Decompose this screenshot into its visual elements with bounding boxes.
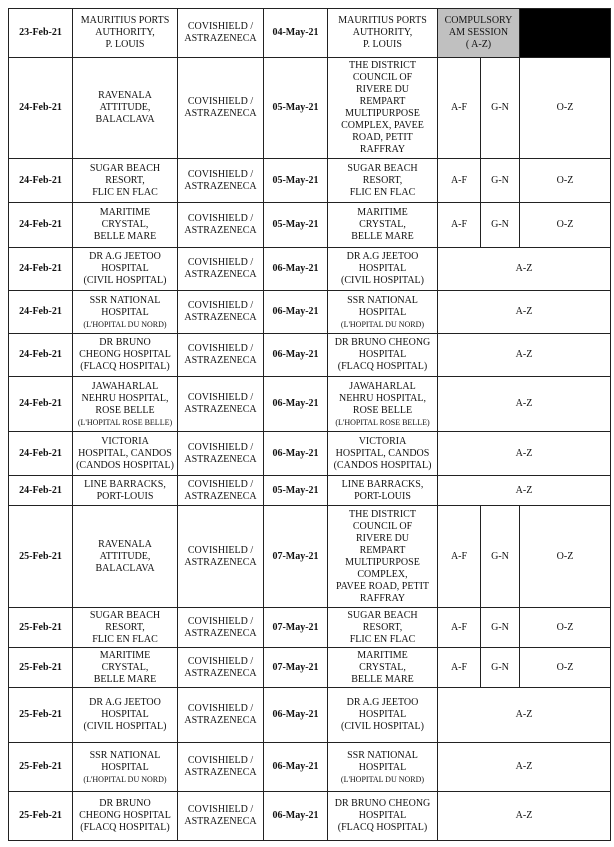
second-dose-date-cell — [264, 432, 328, 476]
first-dose-site-cell — [73, 648, 178, 688]
second-dose-venue-cell — [328, 476, 438, 506]
first-dose-date-cell-text: 24-Feb-21 — [19, 174, 62, 186]
surname-group-cell — [438, 203, 481, 248]
vaccine-cell-text: COVISHIELD / ASTRAZENECA — [184, 703, 257, 726]
first-dose-site-cell-text: RAVENALA ATTITUDE, BALACLAVA — [95, 538, 155, 574]
second-dose-venue-cell-text: SUGAR BEACH RESORT, FLIC EN FLAC — [347, 609, 418, 645]
second-dose-venue-cell-text: LINE BARRACKS, PORT-LOUIS — [341, 478, 424, 502]
first-dose-date-cell-text: 24-Feb-21 — [19, 398, 62, 409]
first-dose-site-cell-text: SSR NATIONAL HOSPITAL — [89, 294, 161, 318]
surname-group-cell — [520, 159, 611, 203]
second-dose-date-cell — [264, 648, 328, 688]
table-row — [9, 743, 611, 792]
second-dose-venue-cell-text: MARITIME CRYSTAL, BELLE MARE — [351, 207, 414, 242]
first-dose-site-cell-note: (L'HOPITAL ROSE BELLE) — [77, 417, 173, 427]
first-dose-date-cell — [9, 58, 73, 159]
second-dose-venue-cell-text: DR BRUNO CHEONG HOSPITAL (FLACQ HOSPITAL) — [334, 798, 431, 833]
surname-group-cell — [438, 792, 611, 841]
surname-group-cell — [438, 159, 481, 203]
second-dose-date-cell-text: 05-May-21 — [272, 219, 319, 230]
second-dose-date-cell-text: 06-May-21 — [272, 447, 319, 459]
first-dose-date-cell-text: 25-Feb-21 — [19, 661, 62, 673]
surname-group-cell-text: O-Z — [556, 621, 574, 633]
surname-group-cell-text: O-Z — [556, 102, 574, 113]
second-dose-date-cell — [264, 291, 328, 334]
vaccine-cell — [178, 743, 264, 792]
vaccine-cell-text: COVISHIELD / ASTRAZENECA — [184, 300, 257, 323]
table-row — [9, 58, 611, 159]
second-dose-date-cell-text: 05-May-21 — [272, 484, 319, 496]
surname-group-cell-text: G-N — [491, 102, 509, 113]
table-row — [9, 334, 611, 377]
first-dose-site-cell-text: LINE BARRACKS, PORT-LOUIS — [84, 478, 166, 502]
second-dose-venue-cell — [328, 9, 438, 58]
surname-group-cell-text: A-F — [450, 102, 468, 113]
second-dose-date-cell — [264, 476, 328, 506]
table-row — [9, 608, 611, 648]
surname-group-cell — [438, 377, 611, 432]
surname-group-cell — [481, 58, 520, 159]
first-dose-date-cell — [9, 159, 73, 203]
table-row — [9, 506, 611, 608]
second-dose-date-cell-text: 07-May-21 — [272, 550, 319, 562]
first-dose-date-cell — [9, 648, 73, 688]
first-dose-site-cell-text: RAVENALA ATTITUDE, BALACLAVA — [95, 90, 155, 125]
vaccine-cell-text: COVISHIELD / ASTRAZENECA — [184, 544, 257, 568]
first-dose-date-cell-text: 24-Feb-21 — [19, 447, 62, 459]
second-dose-venue-cell — [328, 248, 438, 291]
first-dose-site-cell-text: DR BRUNO CHEONG HOSPITAL (FLACQ HOSPITAL) — [79, 798, 171, 833]
first-dose-date-cell-text: 25-Feb-21 — [19, 550, 62, 562]
surname-group-cell-text: A-Z — [515, 484, 533, 496]
first-dose-site-cell-note: (L'HOPITAL DU NORD) — [83, 319, 167, 329]
first-dose-site-cell — [73, 203, 178, 248]
first-dose-site-cell-text: SUGAR BEACH RESORT, FLIC EN FLAC — [89, 162, 161, 198]
table-row — [9, 688, 611, 743]
surname-group-cell-text: A-Z — [515, 810, 533, 821]
second-dose-venue-cell — [328, 608, 438, 648]
first-dose-site-cell — [73, 334, 178, 377]
vaccination-schedule-table — [8, 8, 611, 841]
blank-black-cell — [520, 9, 611, 58]
table-row — [9, 248, 611, 291]
first-dose-date-cell-text: 24-Feb-21 — [19, 263, 62, 274]
surname-group-cell-text: A-F — [450, 621, 468, 633]
surname-group-cell — [520, 608, 611, 648]
table-row — [9, 9, 611, 58]
session-group-cell — [438, 9, 520, 58]
first-dose-site-cell-text: MARITIME CRYSTAL, BELLE MARE — [93, 649, 157, 685]
table-row — [9, 159, 611, 203]
table-row — [9, 648, 611, 688]
first-dose-date-cell — [9, 334, 73, 377]
vaccine-cell — [178, 203, 264, 248]
second-dose-date-cell-text: 06-May-21 — [272, 306, 319, 317]
first-dose-date-cell — [9, 377, 73, 432]
second-dose-date-cell — [264, 688, 328, 743]
table-row — [9, 792, 611, 841]
vaccine-cell-text: COVISHIELD / ASTRAZENECA — [184, 441, 257, 465]
second-dose-date-cell-text: 06-May-21 — [272, 263, 319, 274]
surname-group-cell — [438, 506, 481, 608]
surname-group-cell-text: O-Z — [556, 550, 574, 562]
second-dose-venue-cell-text: SSR NATIONAL HOSPITAL — [347, 749, 418, 773]
first-dose-site-cell — [73, 792, 178, 841]
vaccine-cell-text: COVISHIELD / ASTRAZENECA — [184, 343, 257, 366]
table-row — [9, 203, 611, 248]
vaccine-cell-text: COVISHIELD / ASTRAZENECA — [184, 96, 257, 119]
second-dose-venue-cell-note: (L'HOPITAL DU NORD) — [340, 774, 425, 784]
table-row — [9, 377, 611, 432]
second-dose-date-cell-text: 06-May-21 — [272, 810, 319, 821]
second-dose-date-cell-text: 05-May-21 — [272, 174, 319, 186]
surname-group-cell-text: G-N — [491, 219, 509, 230]
first-dose-date-cell-text: 24-Feb-21 — [19, 102, 62, 113]
second-dose-date-cell-text: 06-May-21 — [272, 349, 319, 360]
second-dose-venue-cell — [328, 159, 438, 203]
second-dose-date-cell — [264, 743, 328, 792]
first-dose-date-cell-text: 23-Feb-21 — [19, 27, 62, 38]
vaccine-cell-text: COVISHIELD / ASTRAZENECA — [184, 168, 257, 192]
second-dose-venue-cell — [328, 432, 438, 476]
first-dose-site-cell-text: SUGAR BEACH RESORT, FLIC EN FLAC — [89, 609, 161, 645]
surname-group-cell — [438, 743, 611, 792]
surname-group-cell-text: O-Z — [556, 661, 574, 673]
first-dose-site-cell — [73, 688, 178, 743]
vaccine-cell — [178, 648, 264, 688]
surname-group-cell — [481, 159, 520, 203]
vaccine-cell-text: COVISHIELD / ASTRAZENECA — [184, 21, 257, 44]
surname-group-cell-text: A-Z — [515, 761, 533, 772]
first-dose-date-cell — [9, 291, 73, 334]
surname-group-cell — [481, 608, 520, 648]
first-dose-site-cell — [73, 58, 178, 159]
first-dose-site-cell — [73, 608, 178, 648]
first-dose-date-cell — [9, 506, 73, 608]
second-dose-venue-cell-text: VICTORIA HOSPITAL, CANDOS (CANDOS HOSPITAL) — [333, 435, 432, 471]
first-dose-site-cell — [73, 432, 178, 476]
first-dose-site-cell — [73, 743, 178, 792]
surname-group-cell — [520, 203, 611, 248]
second-dose-venue-cell-text: THE DISTRICT COUNCIL OF RIVERE DU REMPART MULTIPURPOSE COMPLEX, PAVEE ROAD, PETIT RAFFRAY — [341, 60, 424, 155]
surname-group-cell-text: A-Z — [515, 306, 533, 317]
first-dose-date-cell-text: 25-Feb-21 — [19, 810, 62, 821]
surname-group-cell-text: G-N — [491, 661, 509, 673]
first-dose-date-cell-text: 25-Feb-21 — [19, 761, 62, 772]
first-dose-date-cell — [9, 608, 73, 648]
vaccine-cell — [178, 9, 264, 58]
vaccine-cell-text: COVISHIELD / ASTRAZENECA — [184, 755, 257, 778]
second-dose-date-cell — [264, 334, 328, 377]
second-dose-date-cell-text: 06-May-21 — [272, 398, 319, 409]
second-dose-venue-cell — [328, 377, 438, 432]
second-dose-date-cell — [264, 203, 328, 248]
second-dose-venue-cell-text: MARITIME CRYSTAL, BELLE MARE — [351, 649, 414, 685]
first-dose-site-cell-text: DR BRUNO CHEONG HOSPITAL (FLACQ HOSPITAL) — [79, 337, 171, 372]
vaccine-cell-text: COVISHIELD / ASTRAZENECA — [184, 655, 257, 679]
surname-group-cell-text: O-Z — [556, 219, 574, 230]
surname-group-cell — [438, 291, 611, 334]
surname-group-cell — [438, 648, 481, 688]
first-dose-site-cell-text: MARITIME CRYSTAL, BELLE MARE — [93, 207, 157, 242]
first-dose-site-cell — [73, 476, 178, 506]
first-dose-date-cell-text: 25-Feb-21 — [19, 709, 62, 720]
vaccine-cell — [178, 377, 264, 432]
first-dose-site-cell-text: VICTORIA HOSPITAL, CANDOS (CANDOS HOSPITAL) — [76, 435, 174, 471]
surname-group-cell-text: A-Z — [515, 349, 533, 360]
vaccine-cell-text: COVISHIELD / ASTRAZENECA — [184, 257, 257, 280]
second-dose-venue-cell — [328, 58, 438, 159]
session-group-cell-text: COMPULSORY AM SESSION ( A-Z) — [444, 15, 513, 50]
second-dose-venue-cell-text: MAURITIUS PORTS AUTHORITY, P. LOUIS — [338, 15, 427, 50]
surname-group-cell — [438, 432, 611, 476]
first-dose-site-cell-text: SSR NATIONAL HOSPITAL — [89, 749, 161, 773]
second-dose-date-cell — [264, 248, 328, 291]
surname-group-cell — [520, 58, 611, 159]
second-dose-venue-cell — [328, 291, 438, 334]
second-dose-date-cell-text: 06-May-21 — [272, 761, 319, 772]
surname-group-cell-text: A-F — [450, 550, 468, 562]
surname-group-cell-text: G-N — [491, 621, 509, 633]
second-dose-venue-cell — [328, 203, 438, 248]
first-dose-site-cell — [73, 159, 178, 203]
vaccine-cell — [178, 792, 264, 841]
surname-group-cell — [438, 608, 481, 648]
second-dose-date-cell-text: 06-May-21 — [272, 709, 319, 720]
vaccine-cell — [178, 506, 264, 608]
second-dose-venue-cell — [328, 506, 438, 608]
surname-group-cell — [481, 648, 520, 688]
second-dose-venue-cell-text: DR A.G JEETOO HOSPITAL (CIVIL HOSPITAL) — [341, 697, 424, 732]
second-dose-date-cell — [264, 377, 328, 432]
vaccine-cell-text: COVISHIELD / ASTRAZENECA — [184, 478, 257, 502]
first-dose-date-cell — [9, 203, 73, 248]
first-dose-site-cell — [73, 9, 178, 58]
second-dose-venue-cell-text: SUGAR BEACH RESORT, FLIC EN FLAC — [347, 162, 418, 198]
first-dose-date-cell — [9, 248, 73, 291]
vaccine-cell — [178, 291, 264, 334]
second-dose-venue-cell — [328, 334, 438, 377]
vaccine-cell — [178, 432, 264, 476]
second-dose-venue-cell-text: SSR NATIONAL HOSPITAL — [347, 294, 418, 318]
surname-group-cell — [520, 506, 611, 608]
second-dose-date-cell-text: 05-May-21 — [272, 102, 319, 113]
second-dose-date-cell-text: 07-May-21 — [272, 661, 319, 673]
second-dose-venue-cell — [328, 688, 438, 743]
first-dose-date-cell-text: 24-Feb-21 — [19, 306, 62, 317]
second-dose-date-cell-text: 04-May-21 — [272, 27, 319, 38]
first-dose-date-cell — [9, 743, 73, 792]
surname-group-cell — [438, 58, 481, 159]
second-dose-date-cell — [264, 608, 328, 648]
surname-group-cell-text: A-Z — [515, 709, 533, 720]
second-dose-venue-cell-text: DR BRUNO CHEONG HOSPITAL (FLACQ HOSPITAL) — [334, 337, 431, 372]
surname-group-cell — [481, 506, 520, 608]
second-dose-venue-cell-text: THE DISTRICT COUNCIL OF RIVERE DU REMPART MULTIPURPOSE COMPLEX, PAVEE ROAD, PETIT RAFFRAY — [335, 508, 430, 604]
vaccine-cell-text: COVISHIELD / ASTRAZENECA — [184, 213, 257, 236]
table-row — [9, 291, 611, 334]
second-dose-venue-cell-text: DR A.G JEETOO HOSPITAL (CIVIL HOSPITAL) — [341, 251, 424, 286]
surname-group-cell-text: O-Z — [556, 174, 574, 186]
vaccine-cell-text: COVISHIELD / ASTRAZENECA — [184, 804, 257, 827]
surname-group-cell — [438, 688, 611, 743]
second-dose-date-cell — [264, 9, 328, 58]
second-dose-date-cell — [264, 506, 328, 608]
first-dose-date-cell — [9, 476, 73, 506]
first-dose-date-cell — [9, 688, 73, 743]
vaccine-cell-text: COVISHIELD / ASTRAZENECA — [184, 615, 257, 639]
vaccine-cell — [178, 334, 264, 377]
first-dose-site-cell — [73, 506, 178, 608]
surname-group-cell — [438, 248, 611, 291]
vaccine-cell — [178, 608, 264, 648]
first-dose-date-cell-text: 25-Feb-21 — [19, 621, 62, 633]
surname-group-cell-text: G-N — [491, 174, 509, 186]
surname-group-cell — [438, 334, 611, 377]
first-dose-site-cell — [73, 248, 178, 291]
second-dose-venue-cell — [328, 792, 438, 841]
table-row — [9, 432, 611, 476]
first-dose-site-cell — [73, 377, 178, 432]
first-dose-site-cell-text: DR A.G JEETOO HOSPITAL (CIVIL HOSPITAL) — [83, 251, 167, 286]
surname-group-cell-text: A-Z — [515, 263, 533, 274]
surname-group-cell-text: A-Z — [515, 447, 533, 459]
second-dose-date-cell — [264, 792, 328, 841]
first-dose-date-cell — [9, 792, 73, 841]
surname-group-cell — [438, 476, 611, 506]
surname-group-cell-text: G-N — [491, 550, 509, 562]
first-dose-site-cell-text: MAURITIUS PORTS AUTHORITY, P. LOUIS — [80, 15, 170, 50]
second-dose-venue-cell-text: JAWAHARLAL NEHRU HOSPITAL, ROSE BELLE — [339, 380, 426, 416]
second-dose-venue-cell-note: (L'HOPITAL ROSE BELLE) — [335, 417, 430, 427]
surname-group-cell-text: A-Z — [515, 398, 533, 409]
first-dose-date-cell-text: 24-Feb-21 — [19, 349, 62, 360]
first-dose-date-cell — [9, 432, 73, 476]
vaccine-cell — [178, 476, 264, 506]
first-dose-date-cell-text: 24-Feb-21 — [19, 484, 62, 496]
first-dose-site-cell-note: (L'HOPITAL DU NORD) — [83, 774, 167, 784]
first-dose-site-cell — [73, 291, 178, 334]
table-row — [9, 476, 611, 506]
second-dose-venue-cell-note: (L'HOPITAL DU NORD) — [340, 319, 425, 329]
first-dose-site-cell-text: DR A.G JEETOO HOSPITAL (CIVIL HOSPITAL) — [83, 697, 167, 732]
second-dose-venue-cell — [328, 743, 438, 792]
first-dose-date-cell-text: 24-Feb-21 — [19, 219, 62, 230]
second-dose-date-cell-text: 07-May-21 — [272, 621, 319, 633]
vaccine-cell — [178, 688, 264, 743]
first-dose-site-cell-text: JAWAHARLAL NEHRU HOSPITAL, ROSE BELLE — [81, 380, 169, 416]
surname-group-cell-text: A-F — [450, 219, 468, 230]
surname-group-cell — [481, 203, 520, 248]
first-dose-date-cell — [9, 9, 73, 58]
second-dose-venue-cell — [328, 648, 438, 688]
vaccine-cell-text: COVISHIELD / ASTRAZENECA — [184, 392, 257, 415]
vaccine-cell — [178, 248, 264, 291]
surname-group-cell — [520, 648, 611, 688]
surname-group-cell-text: A-F — [450, 174, 468, 186]
second-dose-date-cell — [264, 159, 328, 203]
second-dose-date-cell — [264, 58, 328, 159]
vaccine-cell — [178, 159, 264, 203]
surname-group-cell-text: A-F — [450, 661, 468, 673]
vaccine-cell — [178, 58, 264, 159]
